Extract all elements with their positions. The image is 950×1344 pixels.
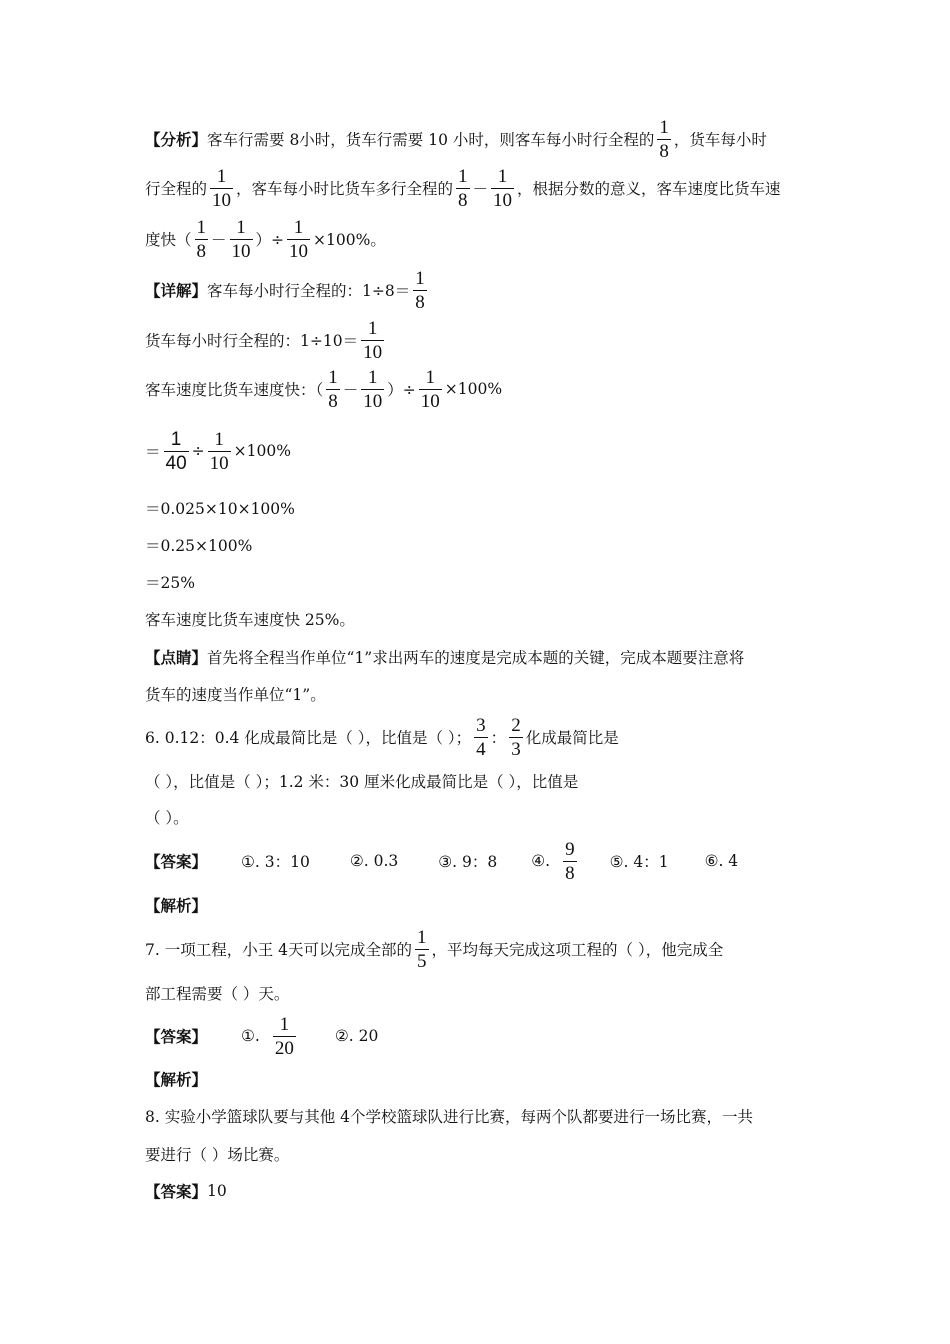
fraction-1-8: $\frac{1}{8}$ [659,116,669,162]
analysis-text-3a: 度快（ [145,231,192,249]
fraction-1-10: $\frac{1}{10}$ [363,317,383,363]
question-7-line-1 [145,926,724,972]
analysis-text-3b: ）÷ [255,231,285,249]
point-text-1: 首先将全程当作单位“1”求出两车的速度是完成本题的关键，完成本题要注意将 [207,649,745,667]
detail-line-3 [145,366,503,412]
fraction-1-8: $\frac{1}{8}$ [196,216,207,262]
q6-answer-3: ③. 9：8 [438,853,498,871]
detail-text-2: 货车每小时行全程的：1÷10＝ [145,332,359,350]
fraction-1-8: $\frac{1}{8}$ [415,267,425,313]
question-7-line-2 [145,978,289,1008]
q6-text-1a: 6. 0.12：0.4 化成最简比是（ ），比值是（ ）； [145,729,472,747]
fraction-1-10: $\frac{1}{10}$ [209,428,229,474]
fraction-1-10: $\frac{1}{10}$ [493,165,513,211]
q7-jiexi-line [145,1064,207,1094]
analysis-text-1a: 客车行需要 8小时，货车行需要 10 小时，则客车每小时行全程的 [207,131,655,149]
q7-answer-tag: 【答案】 [145,1027,208,1046]
fraction-1-5: $\frac{1}{5}$ [417,926,427,972]
q6-answer-6: ⑥. 4 [704,852,739,870]
q8-answer: 10 [207,1182,227,1200]
q8-text-1: 8. 实验小学篮球队要与其他 4个学校篮球队进行比赛，每两个队都要进行一场比赛，一共 [145,1108,754,1126]
detail-line-2 [145,317,387,363]
detail-text-4c: ×100% [233,442,291,460]
detail-line-4 [145,428,291,474]
minus-sign: － [211,231,227,249]
q6-jiexi-line [145,890,207,920]
q8-answer-line [145,1176,227,1206]
q6-answer-1: ①. 3：10 [241,853,310,871]
point-line-2 [145,679,326,709]
q6-answer-tag: 【答案】 [145,852,208,871]
question-8-line-2 [145,1139,289,1169]
fraction-1-20: $\frac{1}{20}$ [274,1013,294,1059]
q6-answer-4: ④. [531,852,551,870]
point-line-1 [145,642,744,672]
q6-colon: ： [490,729,507,747]
question-6-line-2 [145,766,578,796]
detail-text-4a: ＝ [145,443,161,461]
point-text-2: 货车的速度当作单位“1”。 [145,686,326,704]
fraction-1-10: $\frac{1}{10}$ [420,366,440,412]
detail-text-3c: ×100% [444,380,503,398]
detail-text-4b: ÷ [191,442,205,460]
q7-answer-1: ①. [241,1027,260,1045]
minus-sign: － [472,180,489,198]
q8-text-2: 要进行（ ）场比赛。 [145,1146,290,1164]
analysis-line-2 [145,165,781,211]
q6-text-3: （ ）。 [145,809,189,827]
detail-text-8: 客车速度比货车速度快 25%。 [145,611,355,629]
detail-line-6 [145,530,252,560]
fraction-1-40: $\frac{1}{40}$ [165,428,187,474]
detail-line-1 [145,267,430,313]
fraction-2-3: $\frac{2}{3}$ [511,714,521,760]
question-6-line-1 [145,714,619,760]
q6-answer-2: ②. 0.3 [349,852,399,870]
analysis-tag: 【分析】 [145,130,208,149]
q6-text-2: （ ），比值是（ ）；1.2 米：30 厘米化成最简比是（ ），比值是 [145,773,579,791]
question-8-line-1 [145,1101,753,1131]
analysis-text-2c: ，根据分数的意义，客车速度比货车速 [517,180,781,198]
fraction-9-8: $\frac{9}{8}$ [565,838,575,884]
detail-text-5: ＝0.025×10×100% [145,500,295,518]
detail-text-3a: 客车速度比货车速度快：（ [145,381,324,399]
fraction-1-8: $\frac{1}{8}$ [458,165,468,211]
q7-jiexi-tag: 【解析】 [145,1070,208,1089]
fraction-1-10: $\frac{1}{10}$ [363,366,383,412]
q6-jiexi-tag: 【解析】 [145,896,208,915]
q8-answer-tag: 【答案】 [145,1182,208,1201]
fraction-3-4: $\frac{3}{4}$ [476,714,486,760]
fraction-1-8: $\frac{1}{8}$ [328,366,338,412]
detail-line-5 [145,493,295,523]
fraction-1-10: $\frac{1}{10}$ [231,216,251,262]
detail-text-7: ＝25% [145,574,195,592]
fraction-1-10: $\frac{1}{10}$ [289,216,309,262]
analysis-text-2b: ，客车每小时比货车多行全程的 [236,180,454,198]
analysis-text-1b: ，货车每小时 [673,131,767,149]
q6-text-1c: 化成最简比是 [525,729,619,747]
analysis-line-3 [145,216,386,262]
analysis-text-3c: ×100%。 [313,231,386,249]
q7-text-1b: ，平均每天完成这项工程的（ ），他完成全 [431,941,724,959]
minus-sign: － [342,381,359,399]
analysis-text-2a: 行全程的 [145,180,208,198]
detail-text-6: ＝0.25×100% [145,537,253,555]
fraction-1-10: $\frac{1}{10}$ [212,165,232,211]
q7-answer-2: ②. 20 [334,1027,379,1045]
detail-text-1: 客车每小时行全程的：1÷8＝ [207,282,411,300]
analysis-line-1 [145,116,767,162]
q7-answer-line [145,1013,379,1059]
detail-tag: 【详解】 [145,281,208,300]
q7-text-2: 部工程需要（ ）天。 [145,985,290,1003]
q6-answer-line [145,838,739,884]
detail-line-7 [145,567,195,597]
point-tag: 【点睛】 [145,648,208,667]
question-6-line-3 [145,802,189,832]
detail-text-3b: ）÷ [387,381,416,399]
q6-answer-5: ⑤. 4：1 [609,853,669,871]
q7-text-1a: 7. 一项工程，小王 4天可以完成全部的 [145,941,413,959]
detail-line-8 [145,604,355,634]
